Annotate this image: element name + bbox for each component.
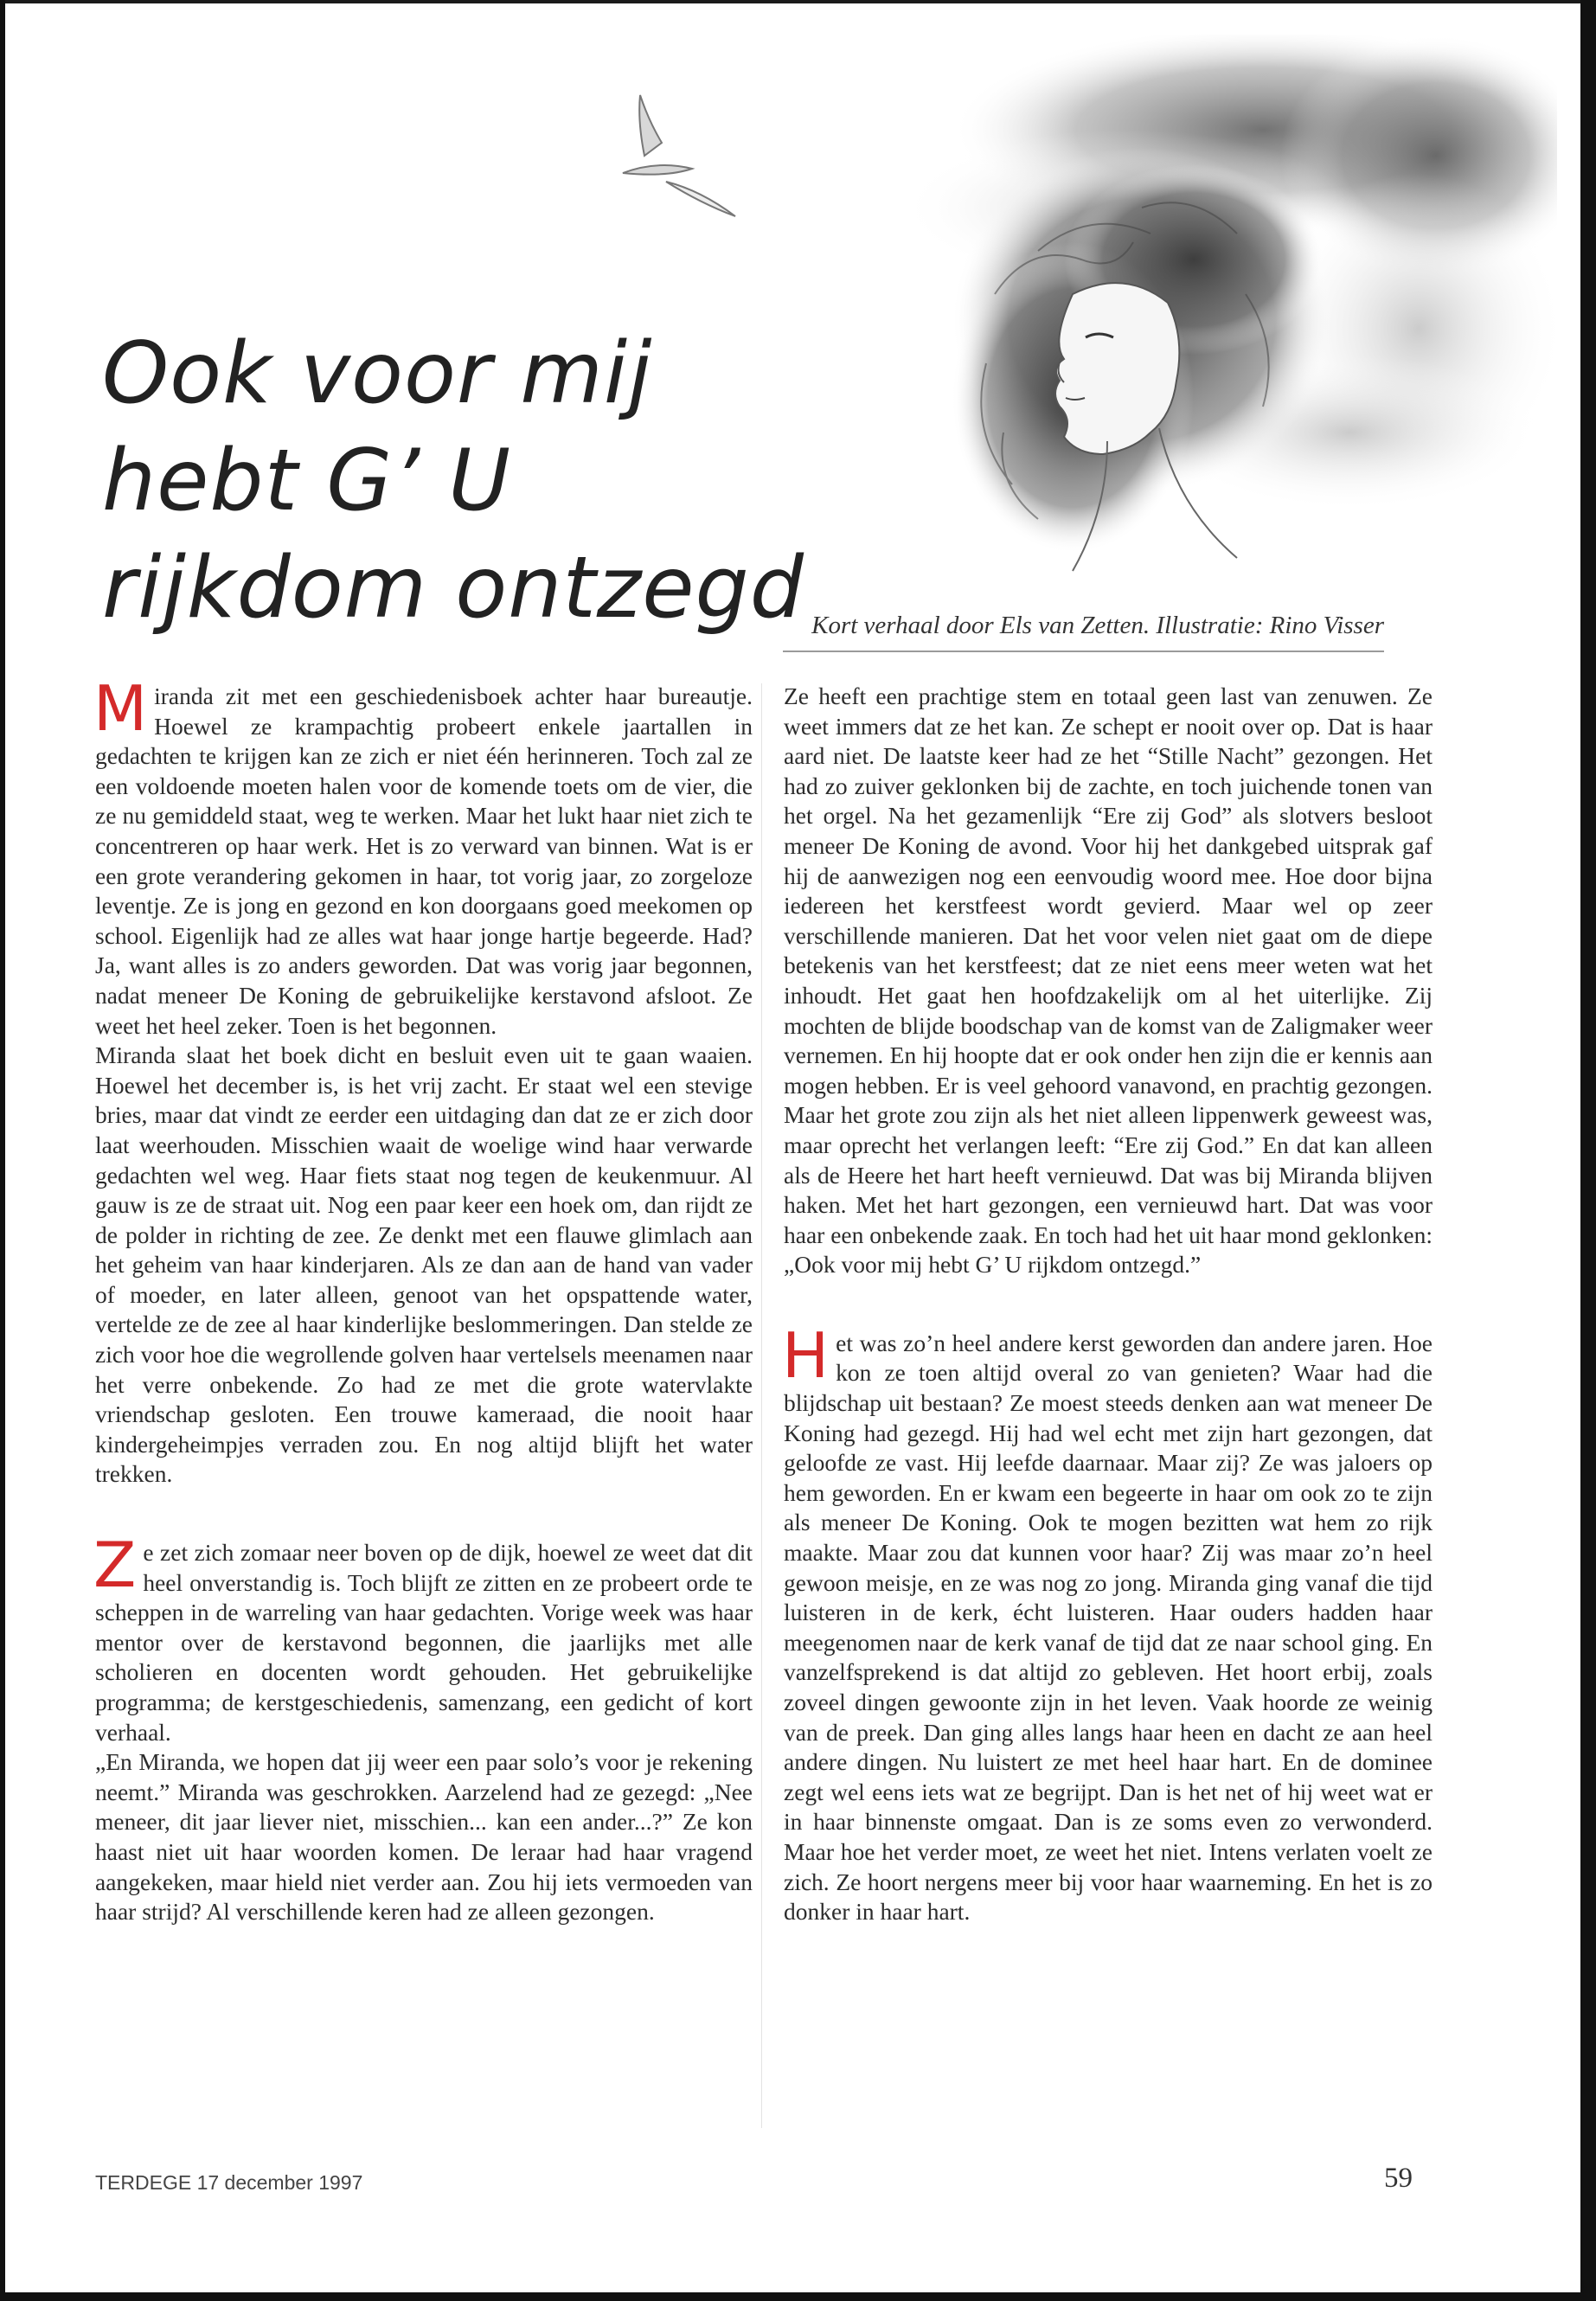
page-border-top: [0, 0, 1596, 3]
column-divider: [761, 683, 762, 2128]
page-number: 59: [1384, 2163, 1413, 2194]
page-border-right: [1580, 0, 1596, 2301]
dropcap: Z: [93, 1529, 137, 1602]
page-border-bottom: [0, 2292, 1596, 2301]
dropcap: H: [782, 1318, 830, 1392]
article-column-right: [784, 682, 1433, 1927]
title-line-1: Ook voor mij: [102, 324, 653, 423]
byline-credit: Kort verhaal door Els van Zetten. Illustratie: Rino Visser: [811, 612, 1384, 639]
article-column-left: [93, 672, 753, 1927]
publication-footer: TERDEGE 17 december 1997: [95, 2171, 363, 2194]
paragraph: Het was zo’n heel andere kerst geworden dan andere jaren. Hoe kon ze toen altijd overal zo van genieten? Waar had die blijdschap uit bestaan? Ze moest steeds denken aan wat meneer De Koning had gezegd. Hij had wel echt met zijn hart gezongen, dat geloofde ze vast. Hij leefde daarnaar. Maar zij? Ze was jaloers op hem geworden. En er kwam een begeerte in haar om ook zo te zijn als meneer De Koning. Ook te mogen bezitten wat hem zo rijk maakte. Maar zou dat kunnen voor haar? Zij was maar zo’n heel gewoon meisje, en ze was nog zo jong. Miranda ging vanaf die tijd luisteren in de kerk, écht luisteren. Haar ouders hadden haar meegenomen naar de kerk vanaf de tijd dat ze naar school ging. En vanzelfsprekend is dat altijd zo gebleven. Het hoort erbij, zoals zoveel dingen gewoonte zijn in het leven. Vaak hoorde ze weinig van de preek. Dan ging alles langs haar heen en dacht ze aan heel andere dingen. Nu luistert ze met heel haar hart. En de dominee zegt wel eens iets wat ze begrijpt. Dan is het net of hij weet wat er in haar binnenste omgaat. Dan is ze soms even zo verwonderd. Maar hoe het verder moet, ze weet het niet. Intens verlaten voelt ze zich. Ze hoort nergens meer bij voor haar waarneming. En het is zo donker in haar hart.: [782, 1318, 1433, 1926]
paragraph: Ze heeft een prachtige stem en totaal geen last van zenuwen. Ze weet immers dat ze het kan. Ze schept er nooit over op. Dat is haar aard niet. De laatste keer had ze het “Stille Nacht” gezongen. Het had zo zuiver geklonken bij de zachte, en toch juichende tonen van het orgel. Na het gezamenlijk “Ere zij God” als slotvers besloot meneer De Koning de avond. Voor hij het dankgebed uitsprak gaf hij de aanwezigen nog een eenvoudig woord mee. Hoe door bijna iedereen het kerstfeest wordt gevierd. Maar wel op zeer verschillende manieren. Dat het voor velen niet gaat om de diepe betekenis van het kerstfeest; dat ze niet eens meer weten wat het inhoudt. Het gaat hen hoofdzakelijk om al het uiterlijke. Zij mochten de blijde boodschap van de komst van de Zaligmaker weer vernemen. En hij hoopte dat er ook onder hen zijn die er kennis aan mogen hebben. Er is veel gehoord vanavond, en prachtig gezongen. Maar het grote zou zijn als het niet alleen lippenwerk geweest was, maar oprecht het verlangen leeft: “Ere zij God.” En dat kan alleen als de Heere het hart heeft vernieuwd. Dat was bij Miranda blijven haken. Met het hart gezongen, een vernieuwd hart. Dat was voor haar een onbekende zaak. En toch had het uit haar mond geklonken: „Ook voor mij hebt G’ U rijkdom ontzegd.”: [784, 683, 1433, 1279]
paragraph: Miranda zit met een geschiedenisboek achter haar bureautje. Hoewel ze krampachtig probeert enkele jaartallen in gedachten te krijgen kan ze zich er niet één herinneren. Toch zal ze een voldoende moeten halen voor de komende toets om de vier, die ze nu gemiddeld staat, weg te werken. Maar het lukt haar niet zich te concentreren op haar werk. Het is zo verward van binnen. Wat is er een grote verandering gekomen in haar, tot vorig jaar, zo zorgeloze leventje. Ze is jong en gezond en kon doorgaans goed meekomen op school. Eigenlijk had ze alles wat haar jonge hartje begeerde. Had? Ja, want alles is zo anders geworden. Dat was vorig jaar begonnen, nadat meneer De Koning de gebruikelijke kerstavond afsloot. Ze weet het heel zeker. Toen is het begonnen.: [93, 672, 753, 1039]
paragraph: „En Miranda, we hopen dat jij weer een paar solo’s voor je rekening neemt.” Miranda was geschrokken. Aarzelend had ze gezegd: „Nee meneer, dit jaar liever niet, misschien... kan een ander...?” Ze kon haast niet uit haar woorden komen. De leraar had haar vragend aangekeken, maar hield niet verder aan. Zou hij iets vermoeden van haar strijd? Al verschillende keren had ze alleen gezongen.: [95, 1748, 753, 1926]
seagull-icon: [623, 95, 735, 216]
byline-rule: [783, 651, 1384, 652]
page-border-left: [0, 0, 5, 2301]
article-title: [102, 320, 811, 642]
paragraph: Ze zet zich zomaar neer boven op de dijk, hoewel ze weet dat dit heel onverstandig is. Toch blijft ze zitten en ze probeert orde te scheppen in de warreling van haar gedachten. Vorige week was haar mentor over de kerstavond begonnen, die jaarlijks met alle scholieren en docenten wordt gehouden. Het gebruikelijke programma; de kerstgeschiedenis, samenzang, een gedicht of kort verhaal.: [93, 1529, 753, 1746]
dropcap: M: [93, 672, 148, 745]
title-line-2: hebt G’ U: [102, 432, 512, 530]
title-line-3: rijkdom ontzegd: [102, 539, 804, 638]
paragraph: Miranda slaat het boek dicht en besluit even uit te gaan waaien. Hoewel het december is, is het vrij zacht. Er staat wel een stevige bries, maar dat vindt ze eerder een uitdaging dan dat ze er zich door laat weerhouden. Misschien waait de woelige wind haar verwarde gedachten wel weg. Haar fiets staat nog tegen de keukenmuur. Al gauw is ze de straat uit. Nog een paar keer een hoek om, dan rijdt ze de polder in richting de zee. Ze denkt met een flauwe glimlach aan het geheim van haar kinderjaren. Als ze dan aan de hand van vader of moeder, en later alleen, genoot van het opspattende water, vertelde ze de zee al haar kinderlijke beslommeringen. Dan stelde ze zich voor hoe die wegrollende golven haar vertelsels meenamen naar het verre onbekende. Zo had ze met die grote watervlakte vriendschap gesloten. Een trouwe kameraad, die nooit haar kindergeheimpjes verraden zou. En nog altijd blijft het water trekken.: [95, 1042, 753, 1488]
